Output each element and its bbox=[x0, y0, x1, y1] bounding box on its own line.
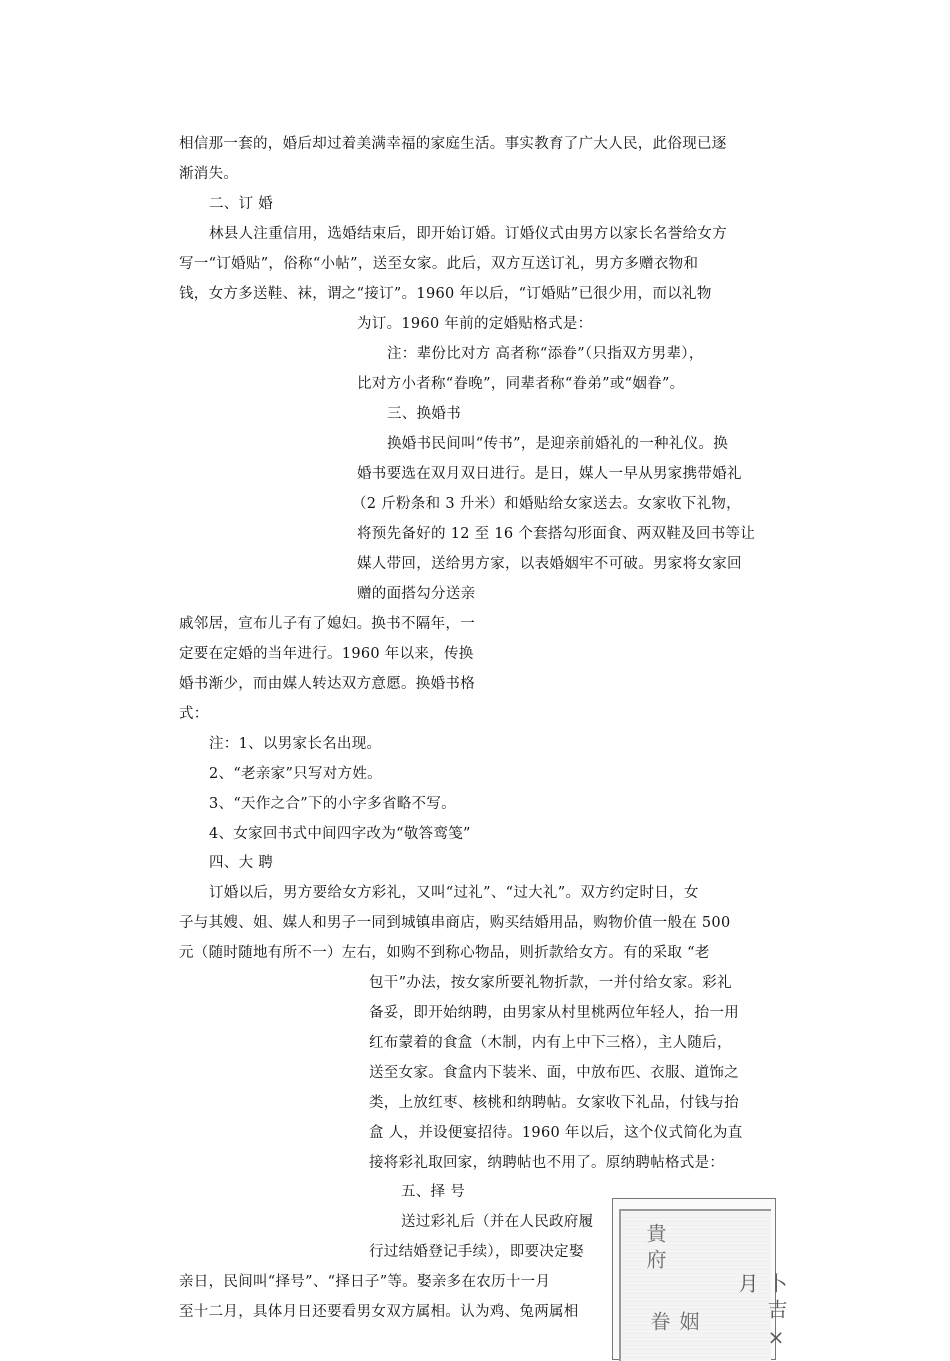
text-line: 类，上放红枣、核桃和纳聘帖。女家收下礼品，付钱与抬 bbox=[369, 1095, 739, 1111]
text-line: （2 斤粉条和 3 升米）和婚贴给女家送去。女家收下礼物， bbox=[352, 496, 741, 512]
text-line: 渐消失。 bbox=[179, 166, 239, 182]
text-line: 子与其嫂、姐、媒人和男子一同到城镇串商店，购买结婚用品，购物价值一般在 500 bbox=[179, 915, 731, 931]
text-line: 至十二月，具体月日还要看男女双方属相。认为鸡、兔两属相 bbox=[179, 1304, 579, 1320]
card-text: 貴府 bbox=[643, 1223, 667, 1275]
note-line: 比对方小者称“眷晚”，同辈者称“眷弟”或“姻眷”。 bbox=[357, 376, 685, 392]
text-line: 媒人带回，送给男方家，以表婚姻牢不可破。男家将女家回 bbox=[357, 556, 742, 572]
text-line: 接将彩礼取回家，纳聘帖也不用了。原纳聘帖格式是： bbox=[369, 1155, 725, 1171]
text-line: 写一“订婚贴”，俗称“小帖”，送至女家。此后，双方互送订礼，男方多赠衣物和 bbox=[179, 256, 699, 272]
text-line: 盒 人，并设便宴招待。1960 年以后，这个仪式简化为直 bbox=[369, 1125, 743, 1141]
text-line: 行过结婚登记手续），即要决定娶 bbox=[369, 1244, 584, 1260]
card-text: 姻眷 bbox=[647, 1311, 700, 1337]
note-line: 3、“天作之合”下的小字多省略不写。 bbox=[209, 796, 456, 812]
card-text: 卜吉×月 bbox=[735, 1273, 788, 1355]
text-line: 将预先备好的 12 至 16 个套搭勾形面食、两双鞋及回书等让 bbox=[357, 526, 756, 542]
note-line: 注：辈份比对方 高者称“添眷”（只指双方男辈）， bbox=[387, 346, 704, 362]
text-line: 赠的面搭勾分送亲 bbox=[357, 586, 476, 602]
text-line: 为订。1960 年前的定婚贴格式是： bbox=[357, 316, 593, 332]
text-line: 婚书渐少，而由媒人转达双方意愿。换婚书格 bbox=[179, 676, 475, 692]
text-line: 换婚书民间叫“传书”，是迎亲前婚礼的一种礼仪。换 bbox=[387, 436, 729, 452]
section-heading: 二、订 婚 bbox=[209, 196, 274, 212]
text-line: 备妥，即开始纳聘，由男家从村里桃两位年轻人，抬一用 bbox=[369, 1005, 739, 1021]
text-line: 元（随时随地有所不一）左右，如购不到称心物品，则折款给女方。有的采取 “老 bbox=[179, 945, 710, 961]
note-line: 4、女家回书式中间四字改为“敬答鸾笺” bbox=[209, 826, 471, 842]
card-scan bbox=[619, 1209, 788, 1361]
note-line: 2、“老亲家”只写对方姓。 bbox=[209, 766, 382, 782]
text-line: 林县人注重信用，选婚结束后，即开始订婚。订婚仪式由男方以家长名誉给女方 bbox=[209, 226, 727, 242]
section-heading: 三、换婚书 bbox=[387, 406, 461, 422]
text-line: 戚邻居，宣布儿子有了媳妇。换书不隔年，一 bbox=[179, 616, 475, 632]
text-line: 包干”办法，按女家所要礼物折款，一并付给女家。彩礼 bbox=[369, 975, 732, 991]
text-line: 相信那一套的，婚后却过着美满幸福的家庭生活。事实教育了广大人民，此俗现已逐 bbox=[179, 136, 727, 152]
note-line: 注：1、以男家长名出现。 bbox=[209, 736, 382, 752]
section-heading: 五、择 号 bbox=[401, 1184, 466, 1200]
text-line: 亲日，民间叫“择号”、“择日子”等。娶亲多在农历十一月 bbox=[179, 1274, 551, 1290]
text-line: 送过彩礼后（并在人民政府履 bbox=[401, 1214, 594, 1230]
section-heading: 四、大 聘 bbox=[209, 855, 274, 871]
text-line: 式： bbox=[179, 706, 209, 722]
text-line: 钱，女方多送鞋、袜，谓之“接订”。1960 年以后，“订婚贴”已很少用，而以礼物 bbox=[179, 286, 712, 302]
text-line: 订婚以后，男方要给女方彩礼，又叫“过礼”、“过大礼”。双方约定时日，女 bbox=[209, 885, 699, 901]
text-line: 定要在定婚的当年进行。1960 年以来，传换 bbox=[179, 646, 474, 662]
text-line: 婚书要选在双月双日进行。是日，媒人一早从男家携带婚礼 bbox=[357, 466, 742, 482]
betrothal-card-image bbox=[612, 1198, 788, 1360]
text-line: 红布蒙着的食盒（木制，内有上中下三格），主人随后， bbox=[369, 1035, 732, 1051]
text-line: 送至女家。食盒内下装米、面，中放布匹、衣服、道饰之 bbox=[369, 1065, 739, 1081]
